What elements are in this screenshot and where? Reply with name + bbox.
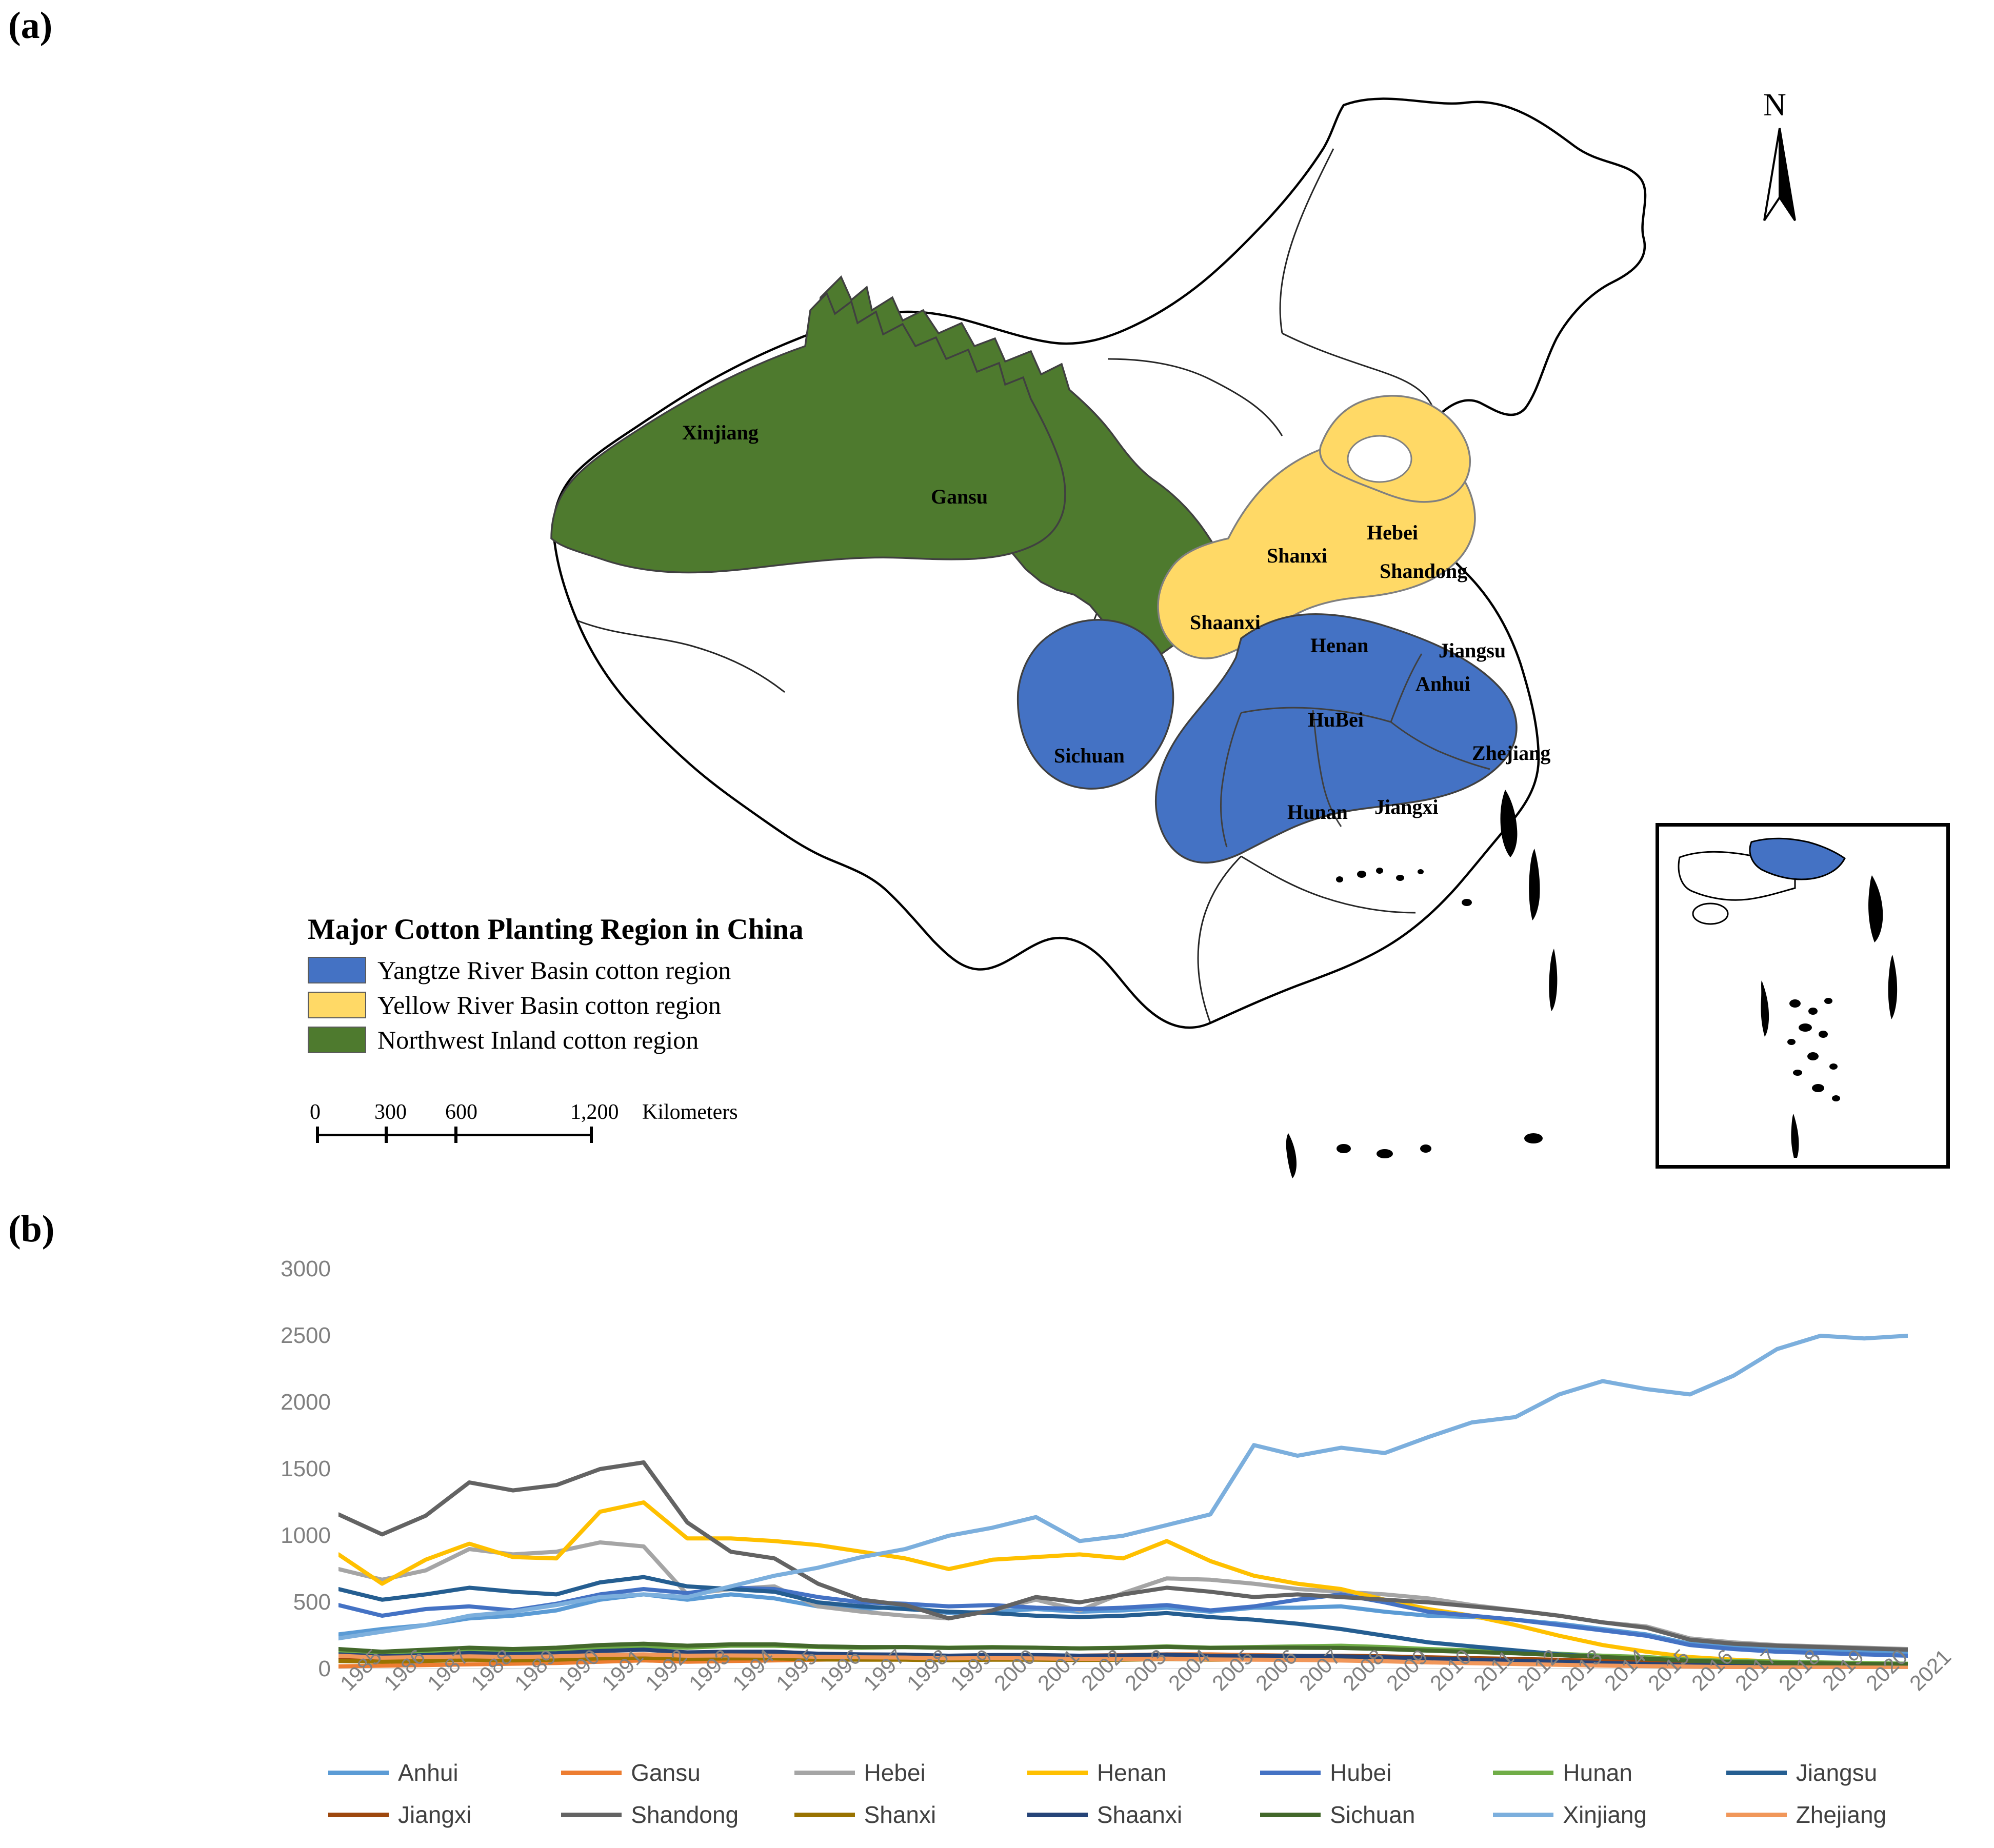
y-axis-tick-2000: 2000 xyxy=(281,1390,331,1415)
x-axis-tick-2004: 2004 xyxy=(1164,1644,1215,1696)
chart-legend-label-zhejiang: Zhejiang xyxy=(1796,1801,1887,1828)
y-axis-tick-3000: 3000 xyxy=(281,1256,331,1281)
chart-legend-label-gansu: Gansu xyxy=(631,1759,701,1786)
x-axis-tick-1987: 1987 xyxy=(423,1644,474,1696)
x-axis-tick-1986: 1986 xyxy=(379,1644,430,1696)
map-legend-title: Major Cotton Planting Region in China xyxy=(308,913,804,946)
chart-legend-swatch-gansu xyxy=(561,1771,622,1775)
map-label-henan: Henan xyxy=(1310,634,1369,657)
x-axis-tick-2012: 2012 xyxy=(1512,1644,1564,1696)
panel-b-label: (b) xyxy=(8,1208,55,1250)
chart-legend-swatch-jiangsu xyxy=(1726,1771,1787,1775)
chart-legend-item-henan[interactable] xyxy=(1027,1759,1260,1786)
legend-row-yellow xyxy=(308,990,1051,1020)
x-axis-tick-1998: 1998 xyxy=(902,1644,953,1696)
y-axis-tick-1000: 1000 xyxy=(281,1523,331,1548)
scalebar-tick-600: 600 xyxy=(445,1100,477,1124)
x-axis-tick-2013: 2013 xyxy=(1556,1644,1607,1696)
chart-legend-swatch-hebei xyxy=(794,1771,855,1775)
x-axis-tick-1990: 1990 xyxy=(553,1644,605,1696)
x-axis-tick-1988: 1988 xyxy=(466,1644,517,1696)
panel-a-label: (a) xyxy=(8,5,53,47)
map-label-anhui: Anhui xyxy=(1415,672,1470,695)
chart-legend-item-shandong[interactable] xyxy=(561,1801,794,1829)
x-axis-tick-2006: 2006 xyxy=(1251,1644,1302,1696)
x-axis-tick-2003: 2003 xyxy=(1120,1644,1171,1696)
island-strip-3 xyxy=(1286,1133,1297,1178)
x-axis-tick-1996: 1996 xyxy=(815,1644,866,1696)
chart-legend-swatch-henan xyxy=(1027,1771,1088,1775)
y-axis-tick-2500: 2500 xyxy=(281,1323,331,1348)
chart-legend-swatch-shandong xyxy=(561,1813,622,1817)
chart-legend-label-hubei: Hubei xyxy=(1330,1759,1392,1786)
x-axis-tick-2000: 2000 xyxy=(989,1644,1041,1696)
x-axis-tick-2014: 2014 xyxy=(1600,1644,1651,1696)
scalebar-bar xyxy=(308,1126,769,1144)
inset-map-svg xyxy=(1659,827,1939,1158)
x-axis-tick-2016: 2016 xyxy=(1687,1644,1738,1696)
chart-legend-swatch-zhejiang xyxy=(1726,1813,1787,1817)
chart-legend-label-shaanxi: Shaanxi xyxy=(1096,1801,1183,1828)
island-strip-1 xyxy=(1529,849,1540,920)
x-axis-tick-2019: 2019 xyxy=(1818,1644,1869,1696)
chart-legend-item-xinjiang[interactable] xyxy=(1493,1801,1726,1829)
map-label-jiangxi: Jiangxi xyxy=(1374,795,1439,818)
scalebar-unit: Kilometers xyxy=(642,1100,738,1124)
chart-legend-label-hebei: Hebei xyxy=(864,1759,926,1786)
x-axis-tick-2001: 2001 xyxy=(1033,1644,1084,1696)
legend-swatch-yangtze xyxy=(308,957,366,983)
map-label-shaanxi: Shaanxi xyxy=(1190,611,1261,634)
x-axis-tick-2007: 2007 xyxy=(1294,1644,1346,1696)
map-label-gansu: Gansu xyxy=(931,485,988,508)
chart-legend-label-xinjiang: Xinjiang xyxy=(1563,1801,1647,1828)
map-label-zhejiang: Zhejiang xyxy=(1472,741,1551,765)
chart-legend-swatch-jiangxi xyxy=(328,1813,389,1817)
china-cotton-region-map xyxy=(0,31,1994,1200)
x-axis-tick-2010: 2010 xyxy=(1425,1644,1477,1696)
chart-legend-item-anhui[interactable] xyxy=(328,1759,561,1786)
north-arrow-label: N xyxy=(1763,88,1786,123)
map-label-xinjiang: Xinjiang xyxy=(682,421,759,444)
map-label-hebei: Hebei xyxy=(1367,521,1418,544)
scalebar-tick-300: 300 xyxy=(374,1100,407,1124)
legend-row-northwest xyxy=(308,1025,1051,1055)
scalebar-tick-1200: 1,200 xyxy=(570,1100,619,1124)
chart-legend-label-jiangsu: Jiangsu xyxy=(1796,1759,1878,1786)
x-axis-tick-2017: 2017 xyxy=(1730,1644,1782,1696)
legend-swatch-yellow xyxy=(308,992,366,1018)
chart-legend-label-anhui: Anhui xyxy=(398,1759,458,1786)
x-axis-tick-2009: 2009 xyxy=(1382,1644,1433,1696)
map-label-sichuan: Sichuan xyxy=(1054,744,1125,767)
map-hole xyxy=(1348,436,1411,482)
chart-plot-area xyxy=(281,1256,1956,1696)
y-axis-tick-0: 0 xyxy=(318,1656,331,1681)
chart-legend-swatch-shaanxi xyxy=(1027,1813,1088,1817)
y-axis-tick-500: 500 xyxy=(293,1590,331,1615)
chart-legend-swatch-anhui xyxy=(328,1771,389,1775)
y-axis-tick-1500: 1500 xyxy=(281,1456,331,1481)
cotton-area-line-chart xyxy=(0,1241,1994,1848)
chart-legend-label-shanxi: Shanxi xyxy=(864,1801,936,1828)
chart-legend-label-sichuan: Sichuan xyxy=(1330,1801,1415,1828)
chart-legend-item-zhejiang[interactable] xyxy=(1726,1801,1959,1829)
map-label-shanxi: Shanxi xyxy=(1267,544,1327,567)
map-scalebar xyxy=(308,1100,769,1144)
chart-legend-swatch-xinjiang xyxy=(1493,1813,1553,1817)
legend-label-yellow: Yellow River Basin cotton region xyxy=(377,991,721,1019)
x-axis-tick-1997: 1997 xyxy=(859,1644,910,1696)
chart-legend-item-hunan[interactable] xyxy=(1493,1759,1726,1786)
map-label-hubei: HuBei xyxy=(1308,708,1364,731)
legend-row-yangtze xyxy=(308,955,1051,985)
x-axis-tick-1993: 1993 xyxy=(684,1644,735,1696)
legend-swatch-northwest xyxy=(308,1027,366,1053)
x-axis-tick-2002: 2002 xyxy=(1076,1644,1128,1696)
map-label-jiangsu: Jiangsu xyxy=(1439,639,1506,662)
x-axis-tick-1999: 1999 xyxy=(946,1644,997,1696)
chart-legend-item-gansu[interactable] xyxy=(561,1759,794,1786)
scalebar-tick-0: 0 xyxy=(310,1100,321,1124)
x-axis-tick-2008: 2008 xyxy=(1338,1644,1389,1696)
x-axis-tick-2005: 2005 xyxy=(1207,1644,1259,1696)
chart-legend-swatch-sichuan xyxy=(1260,1813,1321,1817)
x-axis-tick-1989: 1989 xyxy=(510,1644,561,1696)
x-axis-tick-2018: 2018 xyxy=(1774,1644,1825,1696)
chart-legend-item-jiangsu[interactable] xyxy=(1726,1759,1959,1786)
north-arrow xyxy=(1744,87,1816,241)
chart-legend-item-hubei[interactable] xyxy=(1260,1759,1493,1786)
chart-legend-item-hebei[interactable] xyxy=(794,1759,1027,1786)
x-axis-tick-1985: 1985 xyxy=(335,1644,387,1696)
x-axis-tick-1994: 1994 xyxy=(728,1644,779,1696)
chart-legend xyxy=(328,1759,1959,1843)
series-line-shandong xyxy=(338,1462,1908,1650)
x-axis-tick-1995: 1995 xyxy=(771,1644,823,1696)
chart-legend-item-sichuan[interactable] xyxy=(1260,1801,1493,1829)
map-label-hunan: Hunan xyxy=(1287,800,1348,823)
island-dots-2 xyxy=(1337,1133,1543,1158)
chart-legend-label-shandong: Shandong xyxy=(631,1801,739,1828)
map-legend xyxy=(308,913,1051,1060)
chart-series-svg xyxy=(338,1269,1908,1669)
island-strip-2 xyxy=(1549,949,1557,1011)
chart-legend-swatch-hubei xyxy=(1260,1771,1321,1775)
chart-legend-item-shaanxi[interactable] xyxy=(1027,1801,1260,1829)
legend-label-yangtze: Yangtze River Basin cotton region xyxy=(377,956,731,985)
chart-legend-row-1 xyxy=(328,1759,1959,1786)
inset-map xyxy=(1656,823,1950,1169)
x-axis-tick-2011: 2011 xyxy=(1469,1645,1519,1696)
x-axis-tick-1992: 1992 xyxy=(641,1644,692,1696)
x-axis-tick-1991: 1991 xyxy=(597,1644,648,1696)
x-axis-tick-2021: 2021 xyxy=(1905,1644,1956,1696)
chart-legend-label-henan: Henan xyxy=(1096,1759,1167,1786)
chart-legend-label-jiangxi: Jiangxi xyxy=(398,1801,472,1828)
chart-legend-item-jiangxi[interactable] xyxy=(328,1801,561,1829)
x-axis-tick-2015: 2015 xyxy=(1643,1644,1694,1696)
x-axis-tick-2020: 2020 xyxy=(1861,1644,1912,1696)
chart-legend-row-2 xyxy=(328,1801,1959,1829)
map-label-shandong: Shandong xyxy=(1380,559,1468,582)
chart-legend-item-shanxi[interactable] xyxy=(794,1801,1027,1829)
chart-legend-label-hunan: Hunan xyxy=(1563,1759,1632,1786)
chart-legend-swatch-hunan xyxy=(1493,1771,1553,1775)
legend-label-northwest: Northwest Inland cotton region xyxy=(377,1026,699,1054)
chart-legend-swatch-shanxi xyxy=(794,1813,855,1817)
